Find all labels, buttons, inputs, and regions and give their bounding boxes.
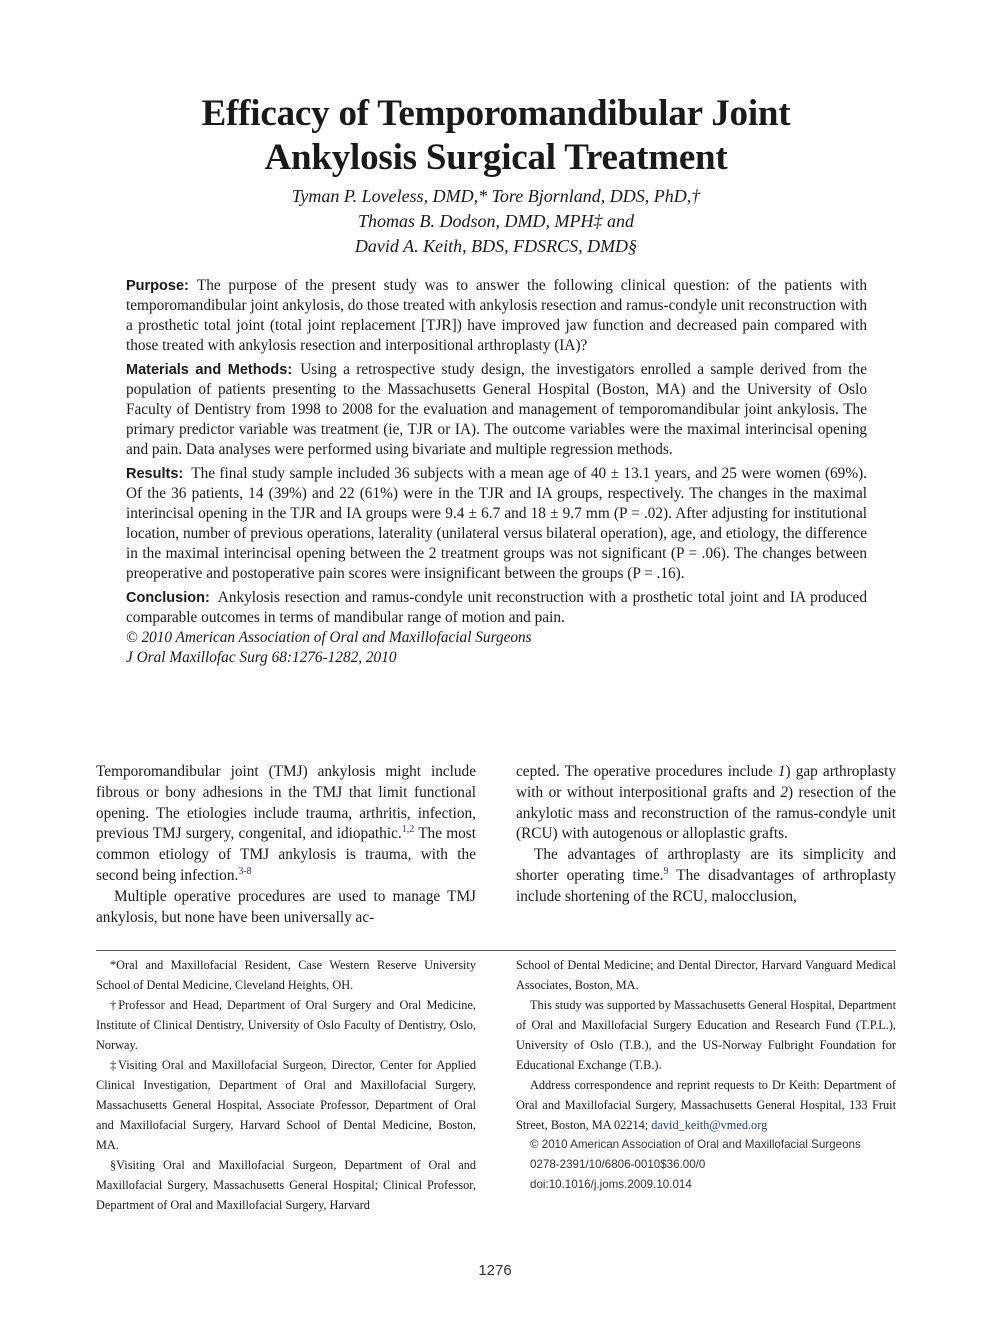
author-line-3: David A. Keith, BDS, FDSRCS, DMD§ (354, 236, 638, 256)
abstract (126, 276, 867, 668)
body-paragraph: Multiple operative procedures are used to manage TMJ ankylosis, but none have been universally ac- (96, 887, 476, 926)
footnote-affiliation: †Professor and Head, Department of Oral Surgery and Oral Medicine, Institute of Clinical Dentistry, University of Oslo Faculty of Dentistry, Oslo, Norway. (96, 998, 476, 1052)
results-text: The final study sample included 36 subjects with a mean age of 40 ± 13.1 years, and 25 were women (69%). Of the 36 patients, 14 (39%) and 22 (61%) were in the TJR and IA groups, respectively. The changes in the maximal interincisal opening in the TJR and IA groups were 9.4 ± 6.7 and 18 ± 9.7 mm (P = .02). After adjusting for institutional location, number of previous operations, laterality (unilateral versus bilateral operation), age, and etiology, the difference in the maximal interincisal opening between the 2 treatment groups was not significant (P = .06). The changes between preoperative and postoperative pain scores were insignificant between the groups (P = .16). (126, 465, 867, 582)
reference-link[interactable]: 1,2 (401, 824, 415, 836)
issn-code: 0278-2391/10/6806-0010$36.00/0 (530, 1158, 706, 1171)
body-column-left (96, 762, 476, 928)
doi-link[interactable]: doi:10.1016/j.joms.2009.10.014 (530, 1178, 692, 1191)
abstract-methods (126, 360, 867, 460)
body-text: ) resection of the ankylotic mass and reconstruction of the ramus-condyle unit (RCU) with autogenous or alloplastic grafts. (516, 783, 896, 843)
reference-link[interactable]: 3-8 (238, 865, 252, 877)
author-line-1: Tyman P. Loveless, DMD,* Tore Bjornland, DDS, PhD,† (291, 186, 701, 206)
body-paragraph (516, 762, 896, 845)
body-paragraph (516, 845, 896, 907)
list-number: 1 (777, 763, 786, 780)
title-line-2: Ankylosis Surgical Treatment (264, 137, 728, 178)
methods-text: Using a retrospective study design, the investigators enrolled a sample derived from the population of patients presenting to the Massachusetts General Hospital (Boston, MA) and the University of Oslo Faculty of Dentistry from 1998 to 2008 for the evaluation and management of temporomandibular joint ankylosis. The primary predictor variable was treatment (ie, TJR or IA). The outcome variables were the maximal interincisal opening and pain. Data analyses were performed using bivariate and multiple regression methods. (126, 361, 867, 458)
footer-copyright: © 2010 American Association of Oral and Maxillofacial Surgeons (530, 1138, 861, 1151)
purpose-text: The purpose of the present study was to answer the following clinical question: of the patients with temporomandibular joint ankylosis, do those treated with ankylosis resection and ramus-condyle unit reconstruction with a prosthetic total joint (total joint replacement [TJR]) have improved jaw function and decreased pain compared with those treated with ankylosis resection and interpositional arthroplasty (IA)? (126, 277, 867, 354)
funding-note: This study was supported by Massachusetts General Hospital, Department of Oral and Maxillofacial Surgery Education and Research Fund (T.P.L.), University of Oslo (T.B.), and the US-Norway Fulbright Foundation for Educational Exchange (T.B.). (516, 998, 896, 1072)
body-text: cepted. The operative procedures include (516, 763, 778, 780)
methods-label: Materials and Methods: (126, 362, 293, 378)
journal-citation: J Oral Maxillofac Surg 68:1276-1282, 2010 (126, 649, 397, 666)
abstract-conclusion (126, 588, 867, 628)
correspondence-note (516, 1075, 896, 1135)
body-text: The most common etiology of TMJ ankylosis is trauma, with the second being infection. (96, 825, 476, 884)
correspondence-address: Address correspondence and reprint requests to Dr Keith: Department of Oral and Maxillofacial Surgery, Massachusetts General Hospital, 133 Fruit Street, Boston, MA 02214; (516, 1078, 896, 1132)
reference-link[interactable]: 9 (663, 865, 669, 877)
footnote-affiliation: *Oral and Maxillofacial Resident, Case Western Reserve University School of Dental Medicine, Cleveland Heights, OH. (96, 958, 476, 992)
body-text: The disadvantages of arthroplasty include shortening of the RCU, malocclusion, (516, 866, 896, 905)
conclusion-text: Ankylosis resection and ramus-condyle unit reconstruction with a prosthetic total joint and IA produced comparable outcomes in terms of mandibular range of motion and pain. (126, 589, 867, 626)
conclusion-label: Conclusion: (126, 590, 210, 606)
footnotes-left (96, 955, 476, 1215)
body-paragraph (96, 762, 476, 887)
email-link[interactable]: david_keith@vmed.org (651, 1118, 768, 1132)
abstract-copyright: © 2010 American Association of Oral and Maxillofacial Surgeons (126, 629, 532, 646)
footnote-divider (96, 950, 896, 951)
footnote-affiliation: §Visiting Oral and Maxillofacial Surgeon, Department of Oral and Maxillofacial Surgery, Massachusetts General Hospital; Clinical Professor, Department of Oral and Maxillofacial Surgery, Harvard (96, 1158, 476, 1212)
list-number: 2 (780, 783, 789, 801)
author-line-2: Thomas B. Dodson, DMD, MPH‡ and (358, 211, 634, 231)
body-text: Temporomandibular joint (TMJ) ankylosis might include fibrous or bony adhesions in the TMJ that limit functional opening. The etiologies include trauma, arthritis, infection, previous TMJ surgery, congenital, and idiopathic. (96, 763, 476, 843)
results-label: Results: (126, 466, 184, 482)
footnote-affiliation-continued: School of Dental Medicine; and Dental Director, Harvard Vanguard Medical Associates, Boston, MA. (516, 958, 896, 992)
page-number: 1276 (478, 1262, 512, 1279)
abstract-purpose (126, 276, 867, 356)
article-title (96, 92, 896, 180)
title-line-1: Efficacy of Temporomandibular Joint (201, 93, 791, 134)
author-list (96, 184, 896, 259)
footnote-affiliation: ‡Visiting Oral and Maxillofacial Surgeon, Director, Center for Applied Clinical Investigation, Department of Oral and Maxillofacial Surgery, Massachusetts General Hospital, Associate Professor, Department of Oral and Maxillofacial Surgery, Harvard School of Dental Medicine, Boston, MA. (96, 1058, 476, 1152)
purpose-label: Purpose: (126, 278, 189, 294)
abstract-results (126, 464, 867, 584)
body-text: ) gap arthroplasty with or without interpositional grafts and (516, 763, 896, 801)
body-text: The advantages of arthroplasty are its simplicity and shorter operating time. (516, 846, 896, 884)
body-column-right (516, 762, 896, 908)
footnotes-right (516, 955, 896, 1195)
